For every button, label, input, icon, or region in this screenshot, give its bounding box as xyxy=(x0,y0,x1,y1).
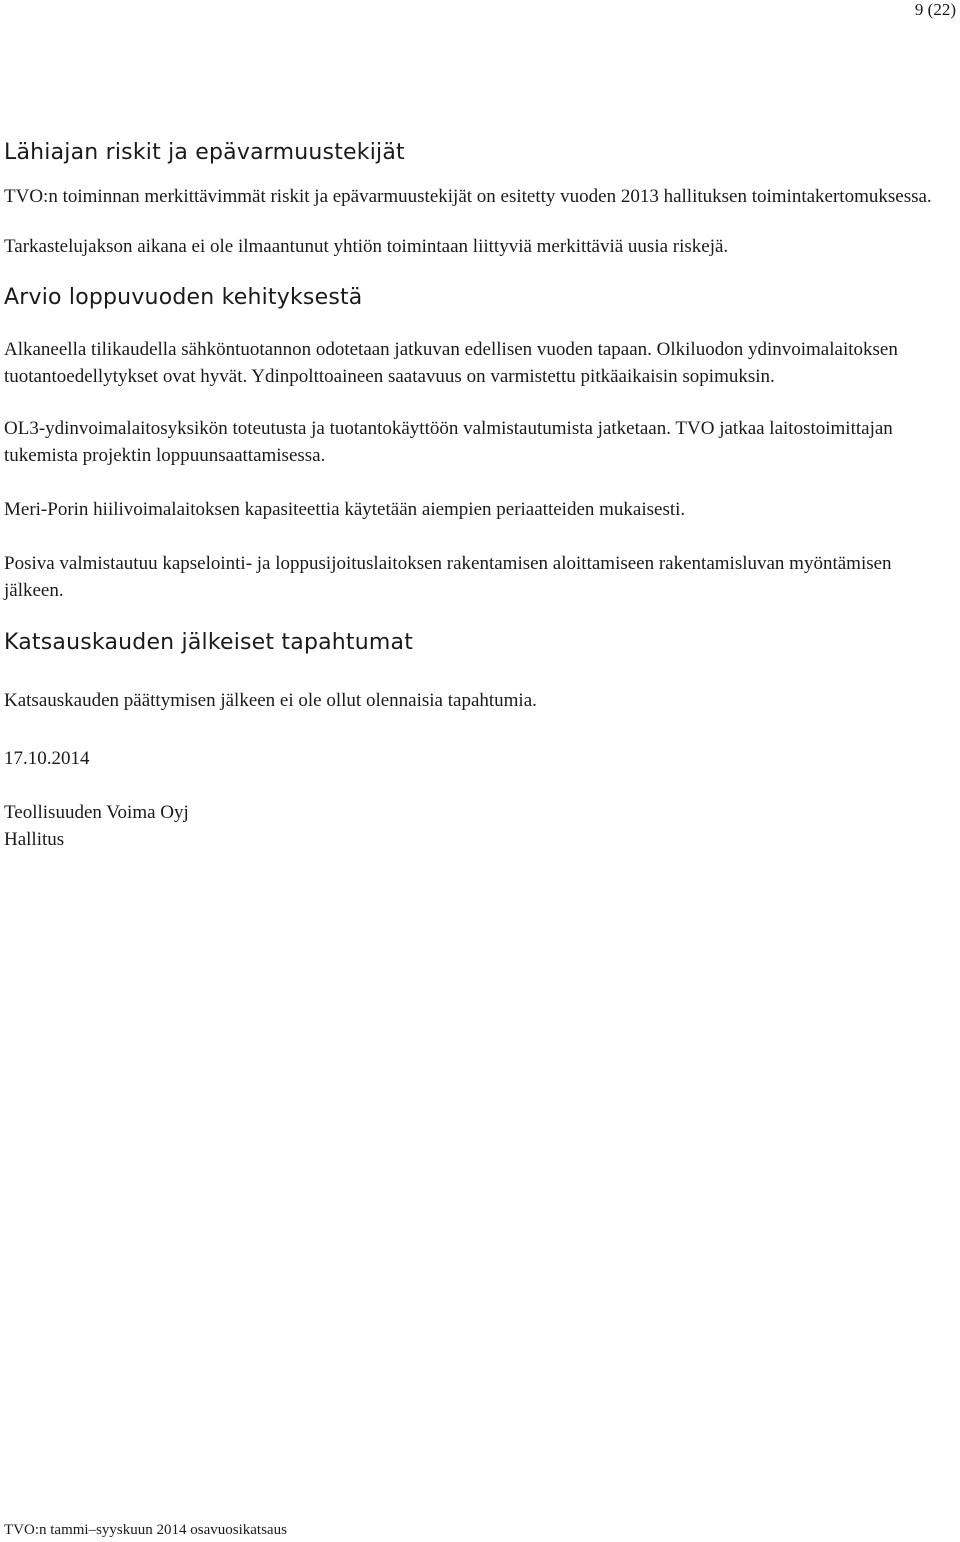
signing-date: 17.10.2014 xyxy=(4,748,90,769)
page-number: 9 (22) xyxy=(914,0,956,19)
paragraph-outlook-2: OL3-ydinvoimalaitosyksikön toteutusta ja tuotantokäyttöön valmistautumista jatketaan. TVO jatkaa laitostoimittajan tukemista projektin loppuunsaattamisessa. xyxy=(4,418,893,466)
paragraph-outlook-3: Meri-Porin hiilivoimalaitoksen kapasiteettia käytetään aiempien periaatteiden mukaisesti. xyxy=(4,499,686,520)
signing-body: Hallitus xyxy=(4,829,65,850)
paragraph-risks-1: TVO:n toiminnan merkittävimmät riskit ja epävarmuustekijät on esitetty vuoden 2013 hallituksen toimintakertomuksessa. xyxy=(4,186,932,207)
signature-block xyxy=(4,799,954,853)
page-footer: TVO:n tammi–syyskuun 2014 osavuosikatsaus xyxy=(4,1522,287,1538)
section-title-risks: Lähiajan riskit ja epävarmuustekijät xyxy=(4,140,405,165)
paragraph-risks-2: Tarkastelujakson aikana ei ole ilmaantunut yhtiön toimintaan liittyviä merkittäviä uusia riskejä. xyxy=(4,236,729,257)
section-title-subsequent-events: Katsauskauden jälkeiset tapahtumat xyxy=(4,630,414,655)
paragraph-outlook-4: Posiva valmistautuu kapselointi- ja loppusijoituslaitoksen rakentamisen aloittamiseen rakentamisluvan myöntämisen jälkeen. xyxy=(4,553,892,601)
document-body xyxy=(4,138,954,853)
company-name: Teollisuuden Voima Oyj xyxy=(4,802,189,823)
paragraph-outlook-1: Alkaneella tilikaudella sähköntuotannon odotetaan jatkuvan edellisen vuoden tapaan. Olkiluodon ydinvoimalaitoksen tuotantoedellytykset ovat hyvät. Ydinpolttoaineen saatavuus on varmistettu pitkäaikaisin sopimuksin. xyxy=(4,339,898,387)
section-title-outlook: Arvio loppuvuoden kehityksestä xyxy=(4,285,363,310)
paragraph-subsequent-events: Katsauskauden päättymisen jälkeen ei ole ollut olennaisia tapahtumia. xyxy=(4,690,537,711)
